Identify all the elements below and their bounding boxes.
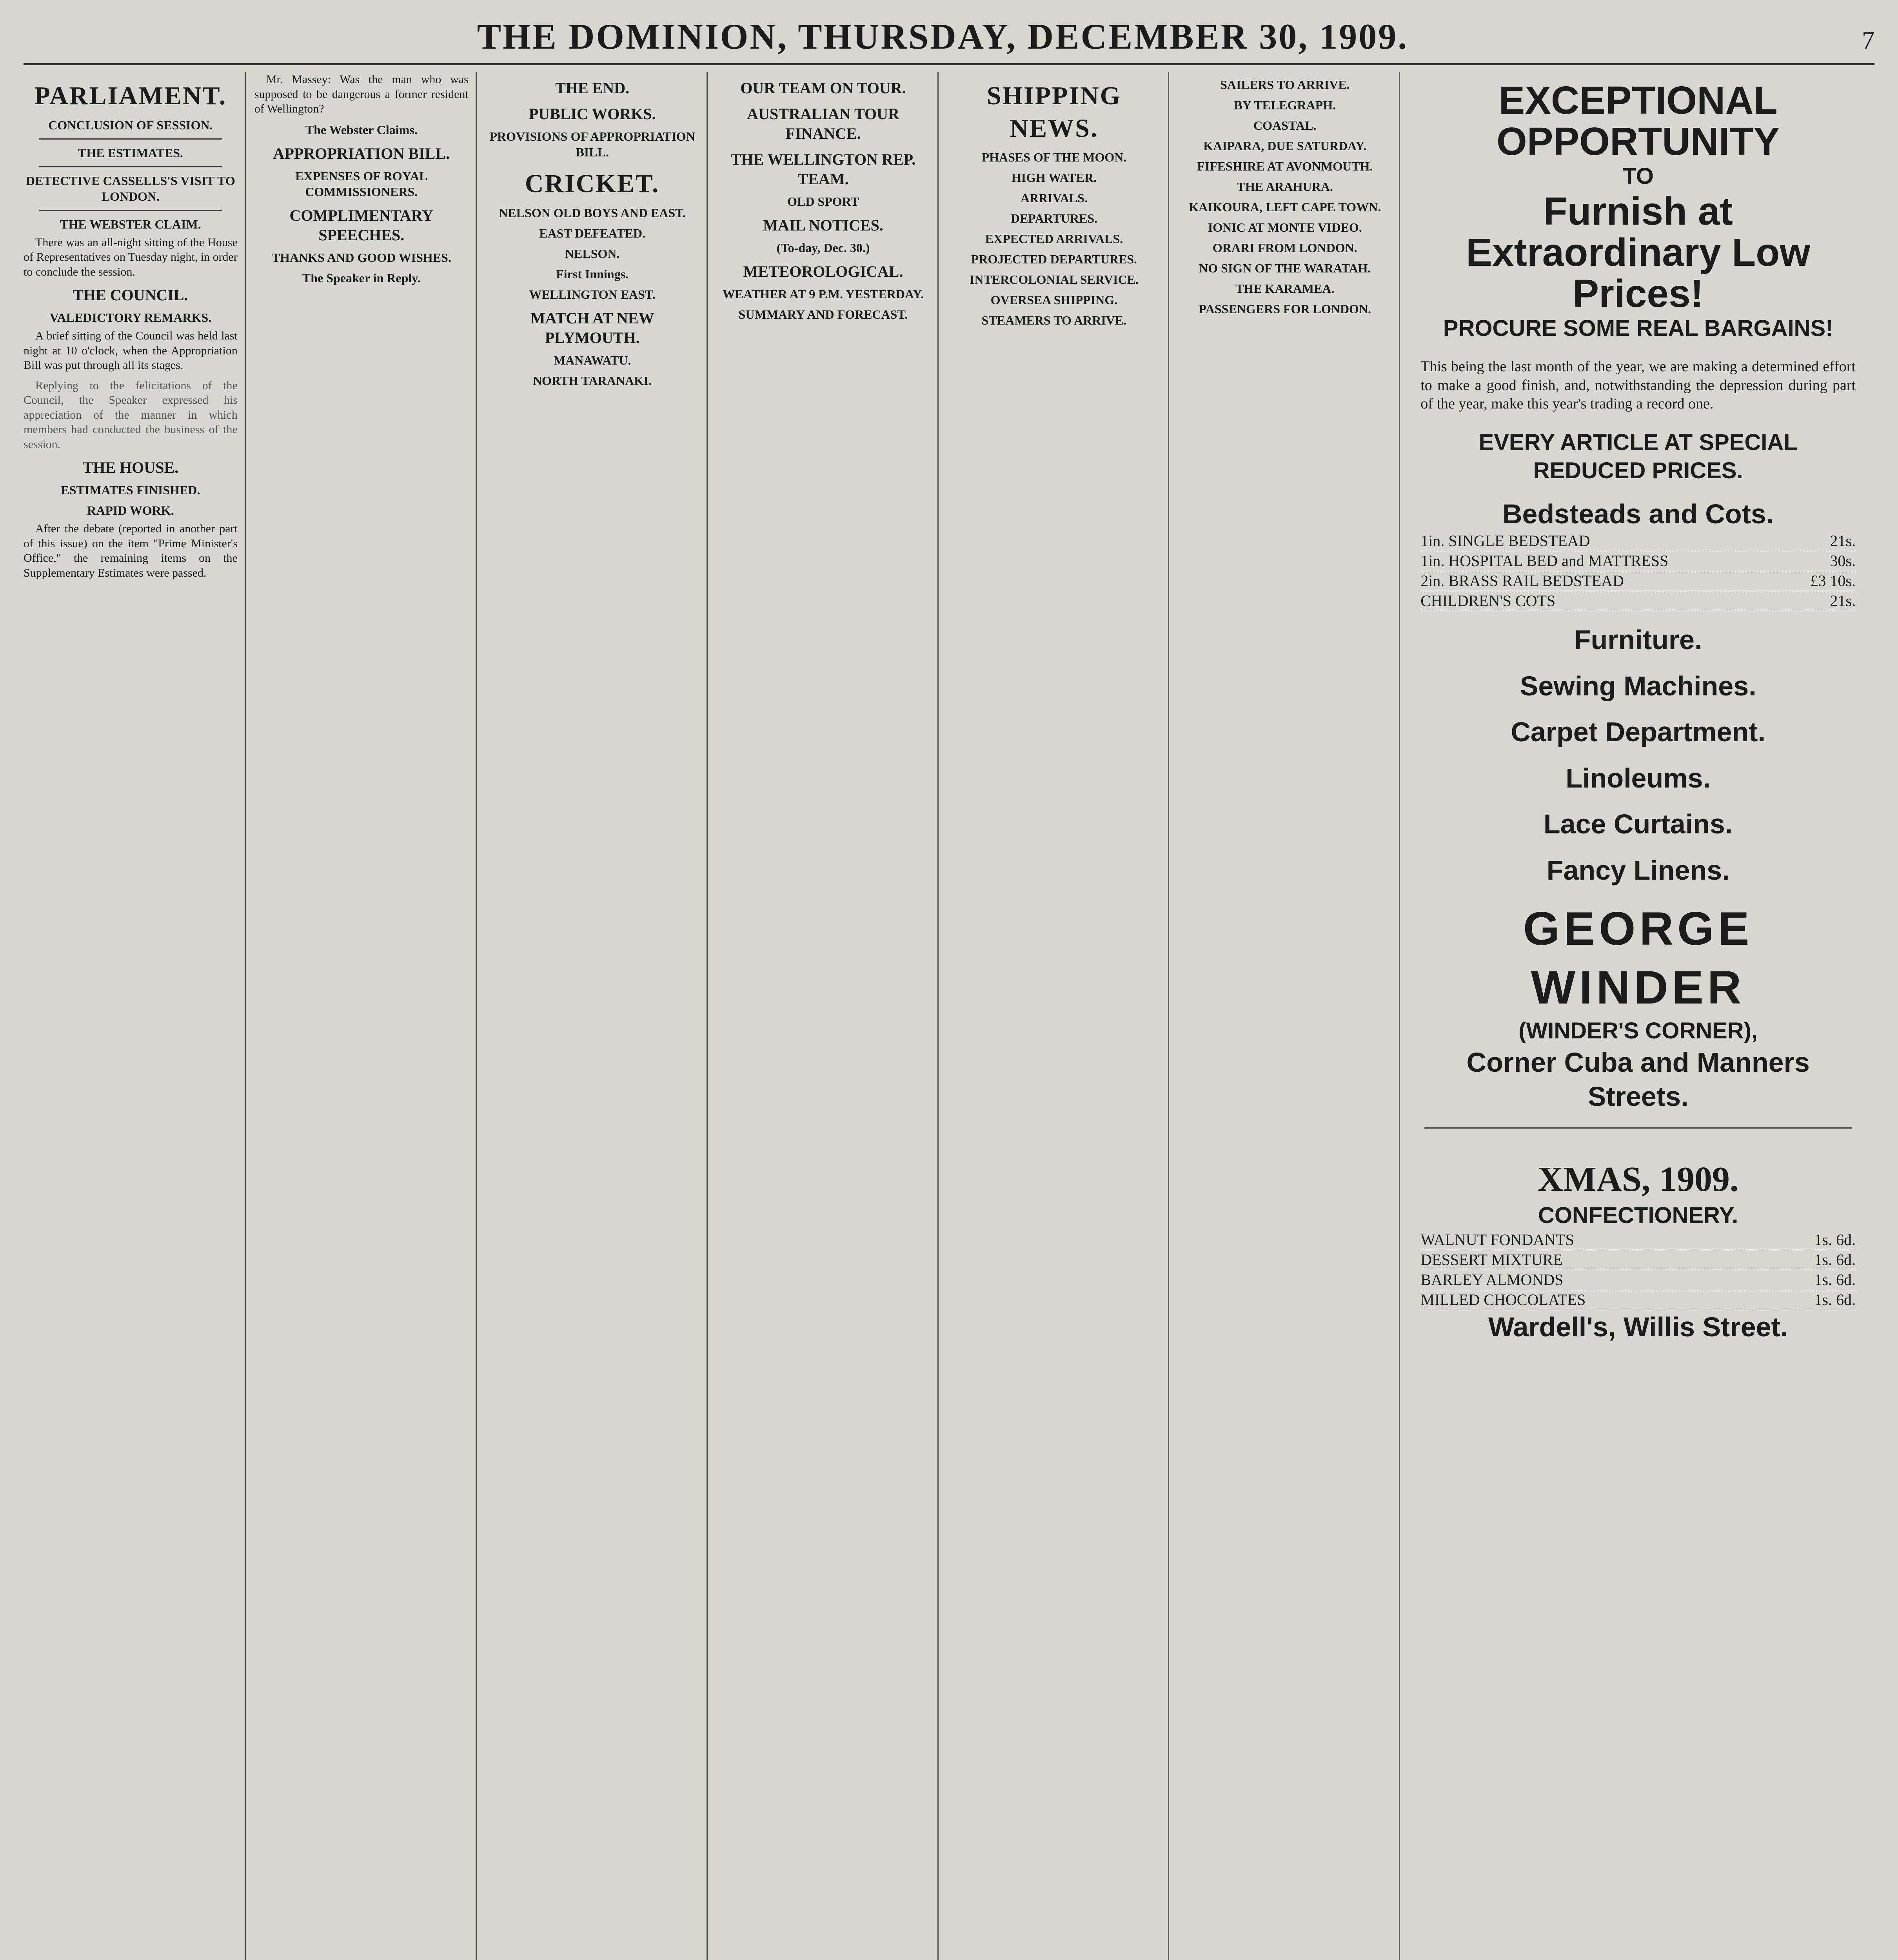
north-taranaki-heading: NORTH TARANAKI.: [532, 373, 652, 388]
article-text-block: Replying to the felicitations of the Council, the Speaker expressed his appreciation of the manner in which members had conducted the business of the session.: [24, 379, 238, 451]
wellington-east-heading: WELLINGTON EAST.: [529, 287, 656, 301]
projected-departures-heading: PROJECTED DEPARTURES.: [971, 252, 1137, 266]
bedsteads-heading: Bedsteads and Cots.: [1502, 498, 1774, 529]
item-name: DESSERT MIXTURE: [1420, 1250, 1563, 1269]
carpet-heading: Carpet Department.: [1511, 717, 1765, 747]
item-price: 1s. 6d.: [1814, 1270, 1856, 1289]
winder-corner: (WINDER'S CORNER),: [1518, 1018, 1758, 1044]
sailers-heading: SAILERS TO ARRIVE.: [1220, 78, 1350, 92]
council-heading: THE COUNCIL.: [73, 286, 188, 304]
rep-team-heading: THE WELLINGTON REP. TEAM.: [730, 151, 916, 188]
item-price: 30s.: [1830, 552, 1856, 570]
article-paragraph: There was an all-night sitting of the House of Representatives on Tuesday night, in order to conclude the session.: [24, 236, 238, 278]
appropriation-heading: APPROPRIATION BILL.: [273, 144, 450, 162]
linoleums-heading: Linoleums.: [1566, 762, 1711, 793]
mail-notices-heading: MAIL NOTICES.: [763, 216, 883, 234]
column-parliament: [24, 72, 246, 1960]
parliament-sub-4: THE WEBSTER CLAIM.: [60, 217, 201, 231]
tour-finance-heading: AUSTRALIAN TOUR FINANCE.: [747, 105, 899, 142]
oversea-heading: OVERSEA SHIPPING.: [990, 293, 1118, 307]
wardell-address: Wardell's, Willis Street.: [1488, 1311, 1788, 1342]
shipping-heading: SHIPPING NEWS.: [986, 82, 1121, 143]
parliament-sub-1: CONCLUSION OF SESSION.: [48, 118, 213, 132]
mail-notices-date: (To-day, Dec. 30.): [776, 241, 870, 255]
team-tour-heading: OUR TEAM ON TOUR.: [740, 79, 906, 97]
kaipara-heading: KAIPARA, DUE SATURDAY.: [1203, 139, 1367, 153]
item-name: BARLEY ALMONDS: [1420, 1270, 1564, 1289]
price-row: [1420, 1270, 1856, 1290]
column-parliament-cont: [254, 72, 477, 1960]
house-heading: THE HOUSE.: [82, 459, 179, 476]
expected-arrivals-heading: EXPECTED ARRIVALS.: [985, 232, 1123, 246]
parliament-sub-3: DETECTIVE CASSELLS'S VISIT TO LONDON.: [25, 173, 235, 203]
weather-heading: WEATHER AT 9 P.M. YESTERDAY.: [722, 287, 924, 301]
masthead: [24, 16, 1874, 65]
council-subheading: VALEDICTORY REMARKS.: [49, 310, 212, 325]
confectionery-heading: CONFECTIONERY.: [1538, 1203, 1738, 1228]
meteorological-heading: METEOROLOGICAL.: [743, 263, 903, 280]
forecast-heading: SUMMARY AND FORECAST.: [738, 307, 908, 321]
page-number: 7: [1862, 26, 1874, 54]
high-water-heading: HIGH WATER.: [1011, 171, 1097, 185]
item-price: £3 10s.: [1810, 572, 1856, 590]
old-sport-heading: OLD SPORT: [787, 194, 859, 209]
fancy-linens-heading: Fancy Linens.: [1546, 855, 1730, 886]
xmas-title: XMAS, 1909.: [1537, 1160, 1739, 1199]
george-winder-title: GEORGE WINDER: [1523, 902, 1753, 1014]
ad-headline: EXCEPTIONAL OPPORTUNITY: [1496, 78, 1780, 163]
karamea-heading: THE KARAMEA.: [1235, 281, 1335, 296]
end-heading: THE END.: [555, 79, 630, 97]
ionic-heading: IONIC AT MONTE VIDEO.: [1208, 220, 1362, 234]
ad-headline-to: TO: [1622, 163, 1654, 189]
corner-address: Corner Cuba and Manners Streets.: [1466, 1047, 1810, 1112]
price-row: [1420, 1250, 1856, 1270]
parliament-sub-2: THE ESTIMATES.: [78, 145, 183, 160]
ad-every-article: EVERY ARTICLE AT SPECIAL REDUCED PRICES.: [1478, 429, 1798, 483]
arrivals-heading: ARRIVALS.: [1020, 191, 1088, 205]
ad-intro: This being the last month of the year, we are making a determined effort to make a good finish, and, notwithstanding the depression during part of the year, make this year's trading a record one.: [1420, 358, 1856, 412]
manawatu-heading: MANAWATU.: [553, 353, 631, 367]
complimentary-subheading: THANKS AND GOOD WISHES.: [271, 250, 451, 265]
house-subheading-2: RAPID WORK.: [87, 503, 174, 517]
innings-heading: First Innings.: [556, 267, 629, 281]
divider: [39, 138, 222, 140]
divider: [39, 210, 222, 211]
steamers-to-arrive-heading: STEAMERS TO ARRIVE.: [981, 313, 1127, 327]
price-row: [1420, 551, 1856, 571]
departures-heading: DEPARTURES.: [1010, 211, 1098, 225]
arahura-heading: THE ARAHURA.: [1237, 180, 1333, 194]
lace-curtains-heading: Lace Curtains.: [1543, 809, 1733, 839]
xmas-advertisement: [1409, 1134, 1867, 1352]
article-paragraph: A brief sitting of the Council was held last night at 10 o'clock, when the Appropriation Bill was put through all its stages.: [24, 329, 238, 372]
fifeshire-heading: FIFESHIRE AT AVONMOUTH.: [1197, 159, 1373, 173]
item-price: 21s.: [1830, 532, 1856, 550]
waratah-heading: NO SIGN OF THE WARATAH.: [1199, 261, 1371, 275]
column-sport-mail: [716, 72, 939, 1960]
divider: [39, 166, 222, 167]
column-shipping-cont: [1178, 72, 1400, 1960]
article-paragraph: After the debate (reported in another part of this issue) on the item "Prime Minister's Office," the remaining items on the Supplementary Estimates were passed.: [24, 522, 238, 579]
telegraph-heading: BY TELEGRAPH.: [1234, 98, 1336, 112]
cricket-subheading: NELSON OLD BOYS AND EAST.: [499, 205, 686, 220]
webster-heading: The Webster Claims.: [305, 122, 418, 137]
price-row: [1420, 571, 1856, 591]
cricket-heading: CRICKET.: [525, 169, 660, 198]
new-plymouth-match-heading: MATCH AT NEW PLYMOUTH.: [530, 309, 654, 347]
public-works-subheading: PROVISIONS OF APPROPRIATION BILL.: [489, 129, 695, 159]
price-row: [1420, 591, 1856, 611]
moon-heading: PHASES OF THE MOON.: [981, 150, 1127, 164]
furniture-heading: Furniture.: [1574, 624, 1702, 655]
ad-headline-furnish: Furnish at Extraordinary Low Prices!: [1466, 189, 1811, 316]
article-paragraph: Mr. Massey: Was the man who was supposed to be dangerous a former resident of Wellington?: [254, 73, 469, 115]
parliament-heading: PARLIAMENT.: [34, 82, 227, 110]
item-name: 2in. BRASS RAIL BEDSTEAD: [1420, 572, 1624, 590]
column-shipping: [947, 72, 1170, 1960]
winder-advertisement: [1409, 72, 1867, 1122]
column-advertisement: [1409, 72, 1874, 1960]
orari-heading: ORARI FROM LONDON.: [1212, 241, 1357, 255]
masthead-title: THE DOMINION, THURSDAY, DECEMBER 30, 1909.: [477, 16, 1409, 56]
cricket-subheading-2: EAST DEFEATED.: [539, 226, 646, 240]
house-subheading: ESTIMATES FINISHED.: [61, 483, 200, 497]
intercolonial-heading: INTERCOLONIAL SERVICE.: [969, 272, 1139, 287]
price-row: [1420, 531, 1856, 551]
item-name: MILLED CHOCOLATES: [1420, 1290, 1586, 1308]
item-name: CHILDREN'S COTS: [1420, 592, 1556, 610]
complimentary-heading: COMPLIMENTARY SPEECHES.: [289, 206, 434, 244]
item-price: 21s.: [1830, 592, 1856, 610]
item-price: 1s. 6d.: [1814, 1290, 1856, 1308]
passengers-heading: PASSENGERS FOR LONDON.: [1199, 302, 1371, 316]
price-row: [1420, 1230, 1856, 1250]
sewing-heading: Sewing Machines.: [1520, 670, 1756, 701]
item-name: 1in. SINGLE BEDSTEAD: [1420, 532, 1590, 550]
public-works-heading: PUBLIC WORKS.: [529, 105, 656, 123]
coastal-heading: COASTAL.: [1253, 118, 1317, 132]
item-name: WALNUT FONDANTS: [1420, 1230, 1574, 1249]
item-price: 1s. 6d.: [1814, 1250, 1856, 1269]
columns: [24, 72, 1874, 1960]
appropriation-subheading: EXPENSES OF ROYAL COMMISSIONERS.: [295, 169, 428, 199]
ad-headline-bargains: PROCURE SOME REAL BARGAINS!: [1443, 315, 1833, 341]
divider: [1424, 1127, 1852, 1129]
item-price: 1s. 6d.: [1814, 1230, 1856, 1249]
speaker-reply-heading: The Speaker in Reply.: [302, 270, 421, 285]
price-row: [1420, 1290, 1856, 1310]
kaikoura-heading: KAIKOURA, LEFT CAPE TOWN.: [1189, 200, 1381, 214]
item-name: 1in. HOSPITAL BED and MATTRESS: [1420, 552, 1669, 570]
column-works-cricket: [485, 72, 708, 1960]
nelson-heading: NELSON.: [565, 246, 620, 261]
